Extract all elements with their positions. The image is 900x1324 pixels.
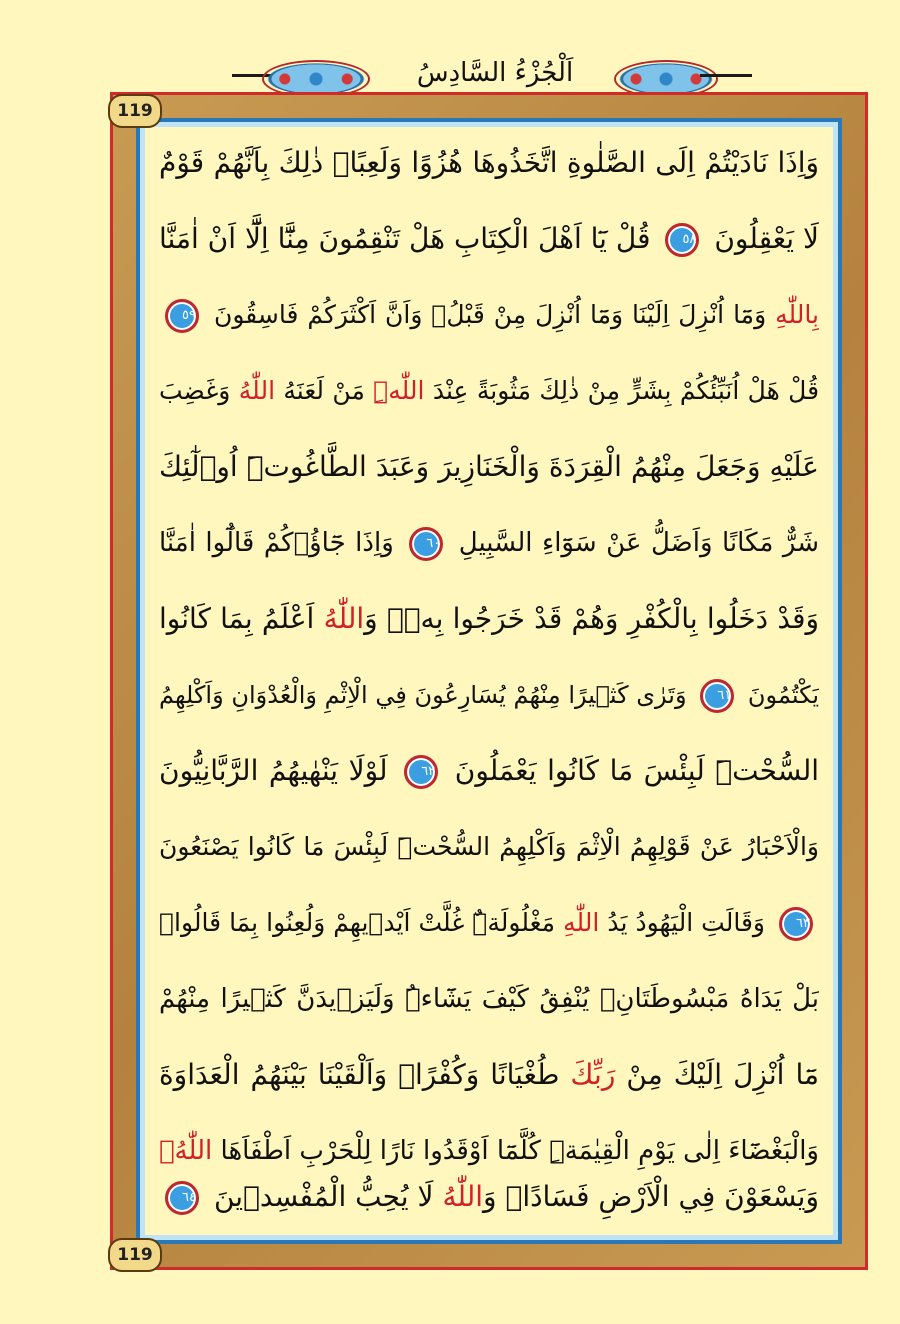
divine-name: اللّٰهُ: [238, 376, 276, 405]
verse-line: [159, 437, 819, 497]
header-rule-right: [700, 74, 752, 77]
line-text: وَغَضِبَ: [159, 376, 231, 405]
line-text: عَلَيْهِ وَجَعَلَ مِنْهُمُ الْقِرَدَةَ وَالْخَنَازِيرَ وَعَبَدَ الطَّاغُوتَۜ اُو۬لٰٓئِكَ: [159, 450, 819, 483]
line-text: وَاِذَا جَٓاؤُ۫كُمْ قَالُٓوا اٰمَنَّا: [159, 528, 394, 558]
page-number-bottom: 119: [108, 1238, 162, 1272]
verse-line: [159, 513, 819, 573]
line-text: وَالْبَغْضَٓاءَ اِلٰى يَوْمِ الْقِيٰمَةِۜ كُلَّمَٓا اَوْقَدُوا نَارًا لِلْحَرْبِ اَطْفَاَهَا: [220, 1136, 819, 1166]
line-text: قُلْ يَٓا اَهْلَ الْكِتَابِ هَلْ تَنْقِمُونَ مِنَّٓا اِلَّٓا اَنْ اٰمَنَّا: [159, 222, 651, 255]
verse-line: [159, 209, 819, 269]
verse-number-marker: ٥٩: [165, 299, 199, 333]
divine-name: اللّٰهُۙ: [159, 1136, 213, 1166]
line-text: شَرٌّ مَكَانًا وَاَضَلُّ عَنْ سَوَٓاءِ السَّبِيلِ: [458, 528, 819, 558]
verse-number-marker: ٥٨: [665, 223, 699, 257]
line-text: لَا يُحِبُّ الْمُفْسِد۪ينَ: [213, 1180, 434, 1213]
verse-number-marker: ٦١: [700, 679, 734, 713]
divine-name: اللّٰهُ: [442, 1180, 484, 1213]
line-text: مَغْلُولَةٌۜ غُلَّتْ اَيْد۪يهِمْ وَلُعِنُوا بِمَا قَالُواۢ: [159, 908, 556, 937]
verse-line: [159, 817, 819, 877]
verse-number-marker: ٦٠: [409, 527, 443, 561]
line-text: مَٓا اُنْزِلَ اِلَيْكَ مِنْ: [626, 1058, 819, 1091]
verse-number-marker: ٦٢: [404, 755, 438, 789]
verse-line: [159, 1167, 819, 1227]
line-text: مَنْ لَعَنَهُ: [283, 376, 365, 405]
divine-name: اللّٰهِ: [563, 908, 600, 937]
line-text: بَلْ يَدَاهُ مَبْسُوطَتَانِۙ يُنْفِقُ كَيْفَ يَشَٓاءُۜ وَلَيَز۪يدَنَّ كَث۪يرًا مِنْهُمْ: [159, 984, 819, 1014]
line-text: اَعْلَمُ بِمَا كَانُوا: [159, 602, 315, 635]
page-number-top: 119: [108, 94, 162, 128]
verse-line: [159, 969, 819, 1029]
divine-name: اللّٰهِۜ: [373, 376, 425, 405]
line-text: وَقَالَتِ الْيَهُودُ يَدُ: [607, 908, 765, 937]
line-text: وَاِذَا نَادَيْتُمْ اِلَى الصَّلٰوةِ اتَّخَذُوهَا هُزُوًا وَلَعِبًاۜ ذٰلِكَ بِاَنَّهُمْ قَوْمٌ: [159, 146, 819, 179]
line-text: وَيَسْعَوْنَ فِي الْاَرْضِ فَسَادًاۜ وَ: [483, 1180, 819, 1213]
line-text: قُلْ هَلْ اُنَبِّئُكُمْ بِشَرٍّ مِنْ ذٰلِكَ مَثُوبَةً عِنْدَ: [432, 376, 819, 405]
line-text: لَا يَعْقِلُونَ: [714, 222, 819, 255]
juz-title: اَلْجُزْءُ السَّادِسُ: [416, 58, 574, 88]
line-text: وَالْاَحْبَارُ عَنْ قَوْلِهِمُ الْاِثْمَ وَاَكْلِهِمُ السُّحْتَۜ لَبِئْسَ مَا كَانُوا يَصْنَعُونَ: [159, 832, 819, 861]
verse-line: [159, 1045, 819, 1105]
verse-number-marker: ٦٣: [779, 907, 813, 941]
verse-number-marker: ٦٤: [165, 1181, 199, 1215]
line-text: طُغْيَانًا وَكُفْرًاۜ وَاَلْقَيْنَا بَيْنَهُمُ الْعَدَاوَةَ: [159, 1058, 560, 1091]
line-text: يَكْتُمُونَ: [747, 681, 819, 709]
verse-line: [159, 665, 819, 725]
line-text: وَقَدْ دَخَلُوا بِالْكُفْرِ وَهُمْ قَدْ خَرَجُوا بِهٖۜ وَ: [364, 602, 819, 635]
verse-line: [159, 361, 819, 421]
line-text: وَمَٓا اُنْزِلَ اِلَيْنَا وَمَٓا اُنْزِلَ مِنْ قَبْلُۙ وَاَنَّ اَكْثَرَكُمْ فَاسِقُونَ: [213, 300, 767, 329]
verse-line: [159, 285, 819, 345]
divine-name: رَبِّكَ: [570, 1058, 616, 1091]
verse-line: [159, 133, 819, 193]
line-text: السُّحْتَۜ لَبِئْسَ مَا كَانُوا يَعْمَلُونَ: [454, 754, 819, 787]
verse-line: [159, 589, 819, 649]
verse-lines: [145, 127, 833, 1235]
verse-line: [159, 741, 819, 801]
verse-line: [159, 893, 819, 953]
line-text: لَوْلَا يَنْهٰيهُمُ الرَّبَّانِيُّونَ: [159, 754, 388, 787]
divine-name: بِاللّٰهِ: [775, 300, 819, 329]
line-text: وَتَرٰى كَث۪يرًا مِنْهُمْ يُسَارِعُونَ فِي الْاِثْمِ وَالْعُدْوَانِ وَاَكْلِهِمُ: [159, 681, 687, 709]
divine-name: اللّٰهُ: [323, 602, 365, 635]
text-area: [145, 127, 833, 1235]
